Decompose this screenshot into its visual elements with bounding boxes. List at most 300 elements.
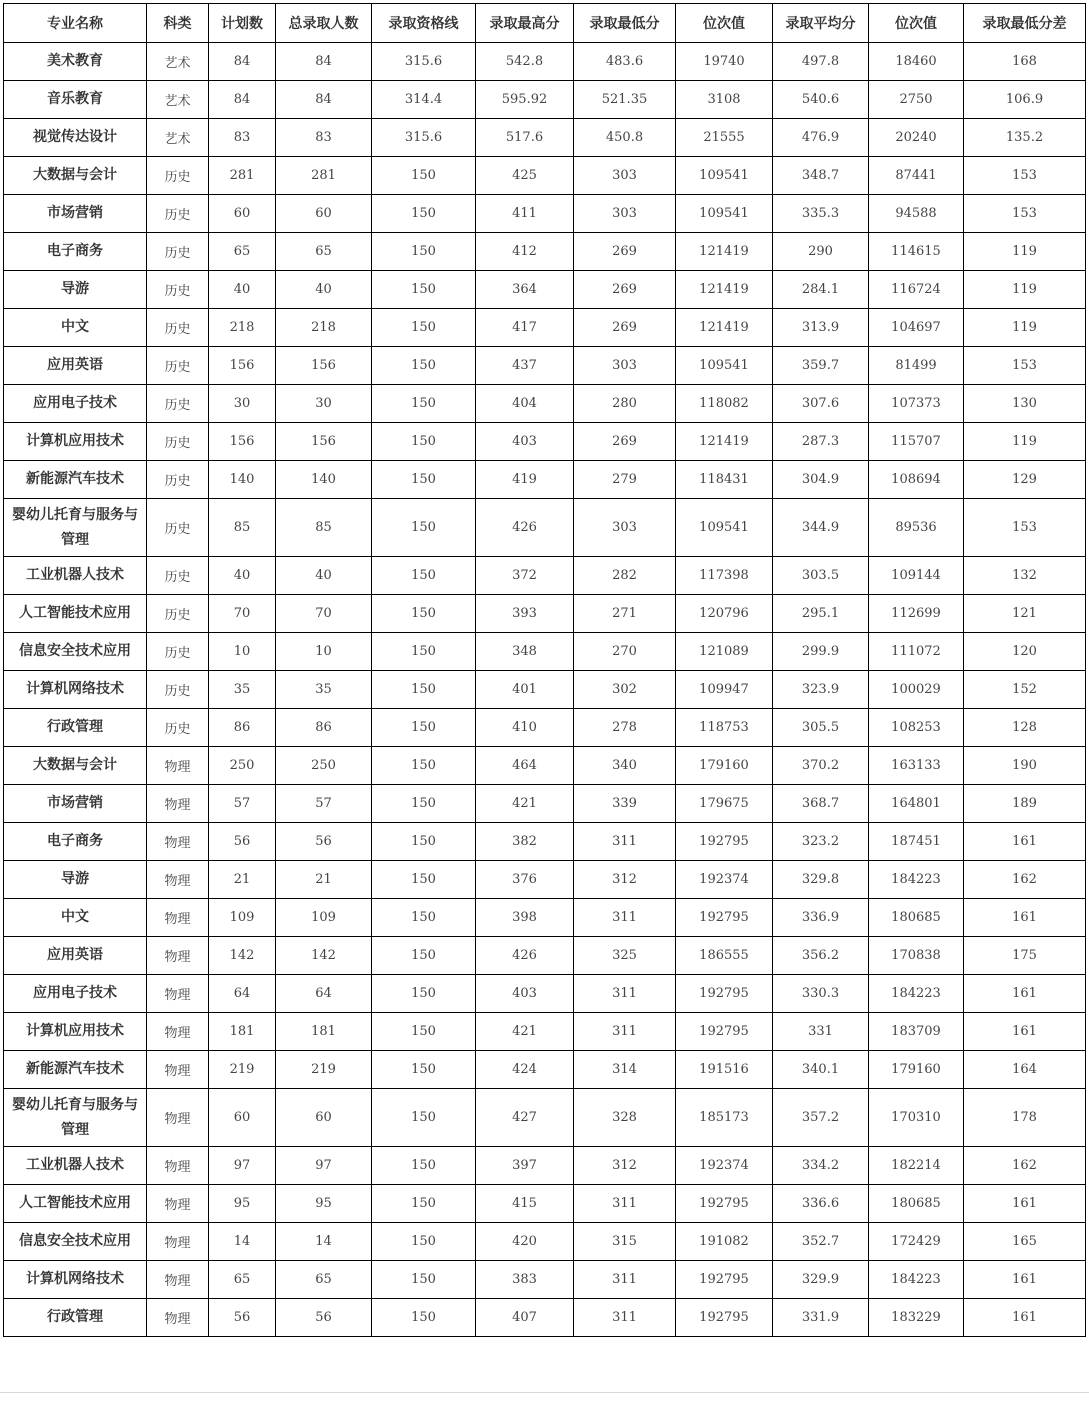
table-cell: 290 [773, 233, 869, 271]
table-cell: 65 [209, 1261, 276, 1299]
table-cell: 383 [476, 1261, 574, 1299]
table-cell: 397 [476, 1147, 574, 1185]
table-cell: 物理 [147, 1089, 209, 1147]
column-header: 录取最低分差 [964, 4, 1086, 43]
table-cell: 150 [372, 899, 476, 937]
table-cell: 372 [476, 557, 574, 595]
table-cell: 60 [209, 195, 276, 233]
table-cell: 物理 [147, 1223, 209, 1261]
table-cell: 307.6 [773, 385, 869, 423]
table-cell: 364 [476, 271, 574, 309]
table-cell: 181 [276, 1013, 372, 1051]
table-cell: 476.9 [773, 119, 869, 157]
table-row [4, 633, 1086, 671]
table-cell: 56 [209, 823, 276, 861]
table-cell: 40 [209, 557, 276, 595]
table-cell: 物理 [147, 747, 209, 785]
table-cell: 187451 [869, 823, 964, 861]
table-cell: 21 [209, 861, 276, 899]
table-cell: 150 [372, 461, 476, 499]
table-cell: 84 [276, 43, 372, 81]
table-cell: 184223 [869, 861, 964, 899]
table-cell: 189 [964, 785, 1086, 823]
table-cell: 424 [476, 1051, 574, 1089]
column-header: 科类 [147, 4, 209, 43]
table-cell: 191516 [676, 1051, 773, 1089]
table-cell: 历史 [147, 195, 209, 233]
major-name-cell: 计算机应用技术 [4, 423, 147, 461]
table-cell: 163133 [869, 747, 964, 785]
major-name-cell: 应用电子技术 [4, 975, 147, 1013]
table-cell: 150 [372, 1051, 476, 1089]
table-row [4, 1147, 1086, 1185]
table-cell: 219 [209, 1051, 276, 1089]
table-cell: 150 [372, 1089, 476, 1147]
table-cell: 150 [372, 157, 476, 195]
table-cell: 150 [372, 1299, 476, 1337]
table-cell: 111072 [869, 633, 964, 671]
table-cell: 348.7 [773, 157, 869, 195]
table-row [4, 1185, 1086, 1223]
major-name-cell: 应用电子技术 [4, 385, 147, 423]
table-cell: 192795 [676, 975, 773, 1013]
major-name-cell: 新能源汽车技术 [4, 1051, 147, 1089]
table-cell: 153 [964, 157, 1086, 195]
table-cell: 109947 [676, 671, 773, 709]
table-row [4, 157, 1086, 195]
major-name-cell: 电子商务 [4, 233, 147, 271]
table-cell: 303 [574, 347, 676, 385]
table-cell: 437 [476, 347, 574, 385]
table-cell: 150 [372, 233, 476, 271]
table-cell: 218 [209, 309, 276, 347]
table-cell: 464 [476, 747, 574, 785]
table-cell: 164 [964, 1051, 1086, 1089]
table-cell: 313.9 [773, 309, 869, 347]
table-cell: 183709 [869, 1013, 964, 1051]
table-cell: 329.8 [773, 861, 869, 899]
table-cell: 19740 [676, 43, 773, 81]
table-row [4, 347, 1086, 385]
table-cell: 311 [574, 1013, 676, 1051]
table-cell: 119 [964, 309, 1086, 347]
table-cell: 10 [209, 633, 276, 671]
table-cell: 185173 [676, 1089, 773, 1147]
table-cell: 112699 [869, 595, 964, 633]
table-cell: 325 [574, 937, 676, 975]
table-cell: 315 [574, 1223, 676, 1261]
table-cell: 物理 [147, 899, 209, 937]
table-cell: 334.2 [773, 1147, 869, 1185]
table-cell: 412 [476, 233, 574, 271]
major-name-cell: 电子商务 [4, 823, 147, 861]
table-cell: 150 [372, 499, 476, 557]
table-cell: 109144 [869, 557, 964, 595]
table-cell: 65 [276, 1261, 372, 1299]
major-name-cell: 中文 [4, 899, 147, 937]
major-name-cell: 婴幼儿托育与服务与管理 [4, 1089, 147, 1147]
table-cell: 150 [372, 271, 476, 309]
table-cell: 270 [574, 633, 676, 671]
table-row [4, 937, 1086, 975]
table-cell: 84 [276, 81, 372, 119]
table-cell: 104697 [869, 309, 964, 347]
major-name-cell: 人工智能技术应用 [4, 595, 147, 633]
table-cell: 340.1 [773, 1051, 869, 1089]
table-row [4, 1089, 1086, 1147]
table-cell: 物理 [147, 823, 209, 861]
table-cell: 404 [476, 385, 574, 423]
table-cell: 370.2 [773, 747, 869, 785]
table-cell: 121419 [676, 309, 773, 347]
table-cell: 120 [964, 633, 1086, 671]
table-cell: 物理 [147, 1013, 209, 1051]
table-cell: 540.6 [773, 81, 869, 119]
table-cell: 303.5 [773, 557, 869, 595]
major-name-cell: 计算机应用技术 [4, 1013, 147, 1051]
table-cell: 542.8 [476, 43, 574, 81]
table-cell: 287.3 [773, 423, 869, 461]
table-cell: 艺术 [147, 119, 209, 157]
table-cell: 340 [574, 747, 676, 785]
table-cell: 119 [964, 233, 1086, 271]
table-cell: 170310 [869, 1089, 964, 1147]
table-cell: 357.2 [773, 1089, 869, 1147]
table-cell: 118431 [676, 461, 773, 499]
table-cell: 21555 [676, 119, 773, 157]
table-cell: 180685 [869, 1185, 964, 1223]
table-cell: 191082 [676, 1223, 773, 1261]
table-cell: 121419 [676, 271, 773, 309]
major-name-cell: 工业机器人技术 [4, 557, 147, 595]
table-cell: 81499 [869, 347, 964, 385]
table-cell: 299.9 [773, 633, 869, 671]
table-cell: 114615 [869, 233, 964, 271]
table-cell: 150 [372, 671, 476, 709]
table-row [4, 595, 1086, 633]
table-row [4, 899, 1086, 937]
table-cell: 150 [372, 1223, 476, 1261]
table-cell: 382 [476, 823, 574, 861]
table-cell: 85 [209, 499, 276, 557]
table-cell: 57 [209, 785, 276, 823]
table-cell: 269 [574, 233, 676, 271]
table-cell: 140 [209, 461, 276, 499]
table-cell: 118082 [676, 385, 773, 423]
table-cell: 356.2 [773, 937, 869, 975]
table-cell: 314 [574, 1051, 676, 1089]
table-cell: 421 [476, 785, 574, 823]
table-cell: 282 [574, 557, 676, 595]
table-cell: 278 [574, 709, 676, 747]
table-cell: 178 [964, 1089, 1086, 1147]
table-cell: 156 [209, 423, 276, 461]
table-cell: 物理 [147, 1051, 209, 1089]
column-header: 录取平均分 [773, 4, 869, 43]
table-cell: 336.6 [773, 1185, 869, 1223]
table-cell: 109541 [676, 195, 773, 233]
major-name-cell: 人工智能技术应用 [4, 1185, 147, 1223]
table-cell: 311 [574, 1185, 676, 1223]
table-cell: 14 [276, 1223, 372, 1261]
major-name-cell: 应用英语 [4, 937, 147, 975]
table-cell: 2750 [869, 81, 964, 119]
table-header-row [4, 4, 1086, 43]
table-cell: 339 [574, 785, 676, 823]
table-cell: 150 [372, 937, 476, 975]
table-cell: 421 [476, 1013, 574, 1051]
table-cell: 150 [372, 195, 476, 233]
table-cell: 175 [964, 937, 1086, 975]
table-cell: 128 [964, 709, 1086, 747]
table-cell: 150 [372, 347, 476, 385]
table-cell: 140 [276, 461, 372, 499]
major-name-cell: 音乐教育 [4, 81, 147, 119]
table-cell: 65 [209, 233, 276, 271]
table-cell: 85 [276, 499, 372, 557]
table-cell: 94588 [869, 195, 964, 233]
table-cell: 135.2 [964, 119, 1086, 157]
table-cell: 87441 [869, 157, 964, 195]
table-cell: 150 [372, 633, 476, 671]
table-cell: 331 [773, 1013, 869, 1051]
table-cell: 410 [476, 709, 574, 747]
table-cell: 107373 [869, 385, 964, 423]
table-cell: 269 [574, 309, 676, 347]
table-cell: 121089 [676, 633, 773, 671]
table-cell: 14 [209, 1223, 276, 1261]
table-cell: 120796 [676, 595, 773, 633]
major-name-cell: 婴幼儿托育与服务与管理 [4, 499, 147, 557]
table-cell: 70 [276, 595, 372, 633]
table-cell: 184223 [869, 975, 964, 1013]
table-row [4, 557, 1086, 595]
table-cell: 150 [372, 975, 476, 1013]
table-cell: 152 [964, 671, 1086, 709]
major-name-cell: 大数据与会计 [4, 157, 147, 195]
table-cell: 150 [372, 1185, 476, 1223]
table-cell: 183229 [869, 1299, 964, 1337]
table-cell: 280 [574, 385, 676, 423]
table-cell: 20240 [869, 119, 964, 157]
major-name-cell: 市场营销 [4, 195, 147, 233]
table-cell: 315.6 [372, 119, 476, 157]
table-row [4, 709, 1086, 747]
table-cell: 161 [964, 1013, 1086, 1051]
table-row [4, 785, 1086, 823]
table-cell: 142 [209, 937, 276, 975]
table-cell: 182214 [869, 1147, 964, 1185]
table-cell: 83 [276, 119, 372, 157]
table-cell: 192795 [676, 823, 773, 861]
table-cell: 物理 [147, 1185, 209, 1223]
table-cell: 历史 [147, 671, 209, 709]
table-cell: 109 [209, 899, 276, 937]
table-cell: 历史 [147, 499, 209, 557]
table-cell: 426 [476, 937, 574, 975]
table-cell: 352.7 [773, 1223, 869, 1261]
table-cell: 192795 [676, 1261, 773, 1299]
table-cell: 164801 [869, 785, 964, 823]
table-cell: 192795 [676, 899, 773, 937]
table-cell: 311 [574, 975, 676, 1013]
major-name-cell: 信息安全技术应用 [4, 1223, 147, 1261]
table-cell: 35 [209, 671, 276, 709]
table-cell: 335.3 [773, 195, 869, 233]
major-name-cell: 导游 [4, 271, 147, 309]
table-cell: 192374 [676, 1147, 773, 1185]
table-row [4, 1299, 1086, 1337]
major-name-cell: 新能源汽车技术 [4, 461, 147, 499]
table-cell: 150 [372, 747, 476, 785]
table-cell: 历史 [147, 557, 209, 595]
table-cell: 60 [276, 1089, 372, 1147]
table-cell: 426 [476, 499, 574, 557]
table-cell: 376 [476, 861, 574, 899]
table-cell: 179160 [676, 747, 773, 785]
table-cell: 162 [964, 1147, 1086, 1185]
table-cell: 303 [574, 499, 676, 557]
table-cell: 180685 [869, 899, 964, 937]
table-cell: 156 [276, 347, 372, 385]
table-cell: 179675 [676, 785, 773, 823]
table-cell: 物理 [147, 975, 209, 1013]
table-cell: 57 [276, 785, 372, 823]
table-cell: 315.6 [372, 43, 476, 81]
table-cell: 历史 [147, 423, 209, 461]
table-cell: 物理 [147, 861, 209, 899]
footer-divider [0, 1392, 1089, 1393]
table-cell: 物理 [147, 937, 209, 975]
table-cell: 156 [209, 347, 276, 385]
table-cell: 10 [276, 633, 372, 671]
table-cell: 40 [276, 271, 372, 309]
table-cell: 419 [476, 461, 574, 499]
table-row [4, 747, 1086, 785]
table-cell: 302 [574, 671, 676, 709]
major-name-cell: 视觉传达设计 [4, 119, 147, 157]
table-row [4, 1013, 1086, 1051]
table-cell: 56 [276, 1299, 372, 1337]
table-cell: 历史 [147, 157, 209, 195]
table-cell: 56 [276, 823, 372, 861]
table-row [4, 1261, 1086, 1299]
major-name-cell: 中文 [4, 309, 147, 347]
table-cell: 150 [372, 423, 476, 461]
table-cell: 86 [209, 709, 276, 747]
table-cell: 150 [372, 861, 476, 899]
table-cell: 150 [372, 1013, 476, 1051]
table-row [4, 461, 1086, 499]
table-cell: 3108 [676, 81, 773, 119]
table-cell: 物理 [147, 1261, 209, 1299]
table-row [4, 423, 1086, 461]
table-cell: 192795 [676, 1013, 773, 1051]
table-row [4, 385, 1086, 423]
table-cell: 35 [276, 671, 372, 709]
table-cell: 30 [276, 385, 372, 423]
table-cell: 142 [276, 937, 372, 975]
table-body [4, 43, 1086, 1337]
table-cell: 305.5 [773, 709, 869, 747]
table-cell: 162 [964, 861, 1086, 899]
table-cell: 40 [209, 271, 276, 309]
table-cell: 165 [964, 1223, 1086, 1261]
table-cell: 172429 [869, 1223, 964, 1261]
table-cell: 109541 [676, 347, 773, 385]
table-cell: 历史 [147, 461, 209, 499]
table-cell: 95 [276, 1185, 372, 1223]
table-cell: 311 [574, 823, 676, 861]
table-cell: 403 [476, 975, 574, 1013]
table-cell: 271 [574, 595, 676, 633]
major-name-cell: 导游 [4, 861, 147, 899]
table-cell: 420 [476, 1223, 574, 1261]
table-cell: 150 [372, 1147, 476, 1185]
major-name-cell: 市场营销 [4, 785, 147, 823]
table-cell: 116724 [869, 271, 964, 309]
table-cell: 121 [964, 595, 1086, 633]
table-cell: 108694 [869, 461, 964, 499]
table-cell: 121419 [676, 423, 773, 461]
table-cell: 269 [574, 271, 676, 309]
table-cell: 250 [209, 747, 276, 785]
table-cell: 97 [276, 1147, 372, 1185]
major-name-cell: 行政管理 [4, 1299, 147, 1337]
table-cell: 18460 [869, 43, 964, 81]
table-cell: 425 [476, 157, 574, 195]
table-cell: 483.6 [574, 43, 676, 81]
table-cell: 156 [276, 423, 372, 461]
table-cell: 323.2 [773, 823, 869, 861]
table-cell: 历史 [147, 633, 209, 671]
table-cell: 311 [574, 899, 676, 937]
table-cell: 521.35 [574, 81, 676, 119]
table-cell: 30 [209, 385, 276, 423]
table-cell: 403 [476, 423, 574, 461]
table-cell: 281 [209, 157, 276, 195]
table-cell: 161 [964, 823, 1086, 861]
table-cell: 150 [372, 709, 476, 747]
table-cell: 153 [964, 347, 1086, 385]
table-cell: 184223 [869, 1261, 964, 1299]
table-cell: 物理 [147, 1147, 209, 1185]
table-cell: 314.4 [372, 81, 476, 119]
table-cell: 83 [209, 119, 276, 157]
table-cell: 295.1 [773, 595, 869, 633]
table-row [4, 271, 1086, 309]
major-name-cell: 信息安全技术应用 [4, 633, 147, 671]
table-cell: 359.7 [773, 347, 869, 385]
table-row [4, 861, 1086, 899]
table-cell: 64 [209, 975, 276, 1013]
table-cell: 86 [276, 709, 372, 747]
table-cell: 艺术 [147, 81, 209, 119]
table-cell: 281 [276, 157, 372, 195]
table-cell: 401 [476, 671, 574, 709]
table-cell: 150 [372, 595, 476, 633]
table-cell: 84 [209, 81, 276, 119]
table-cell: 269 [574, 423, 676, 461]
table-row [4, 823, 1086, 861]
table-cell: 497.8 [773, 43, 869, 81]
table-cell: 186555 [676, 937, 773, 975]
table-cell: 312 [574, 1147, 676, 1185]
table-row [4, 499, 1086, 557]
table-cell: 450.8 [574, 119, 676, 157]
table-cell: 427 [476, 1089, 574, 1147]
column-header: 专业名称 [4, 4, 147, 43]
